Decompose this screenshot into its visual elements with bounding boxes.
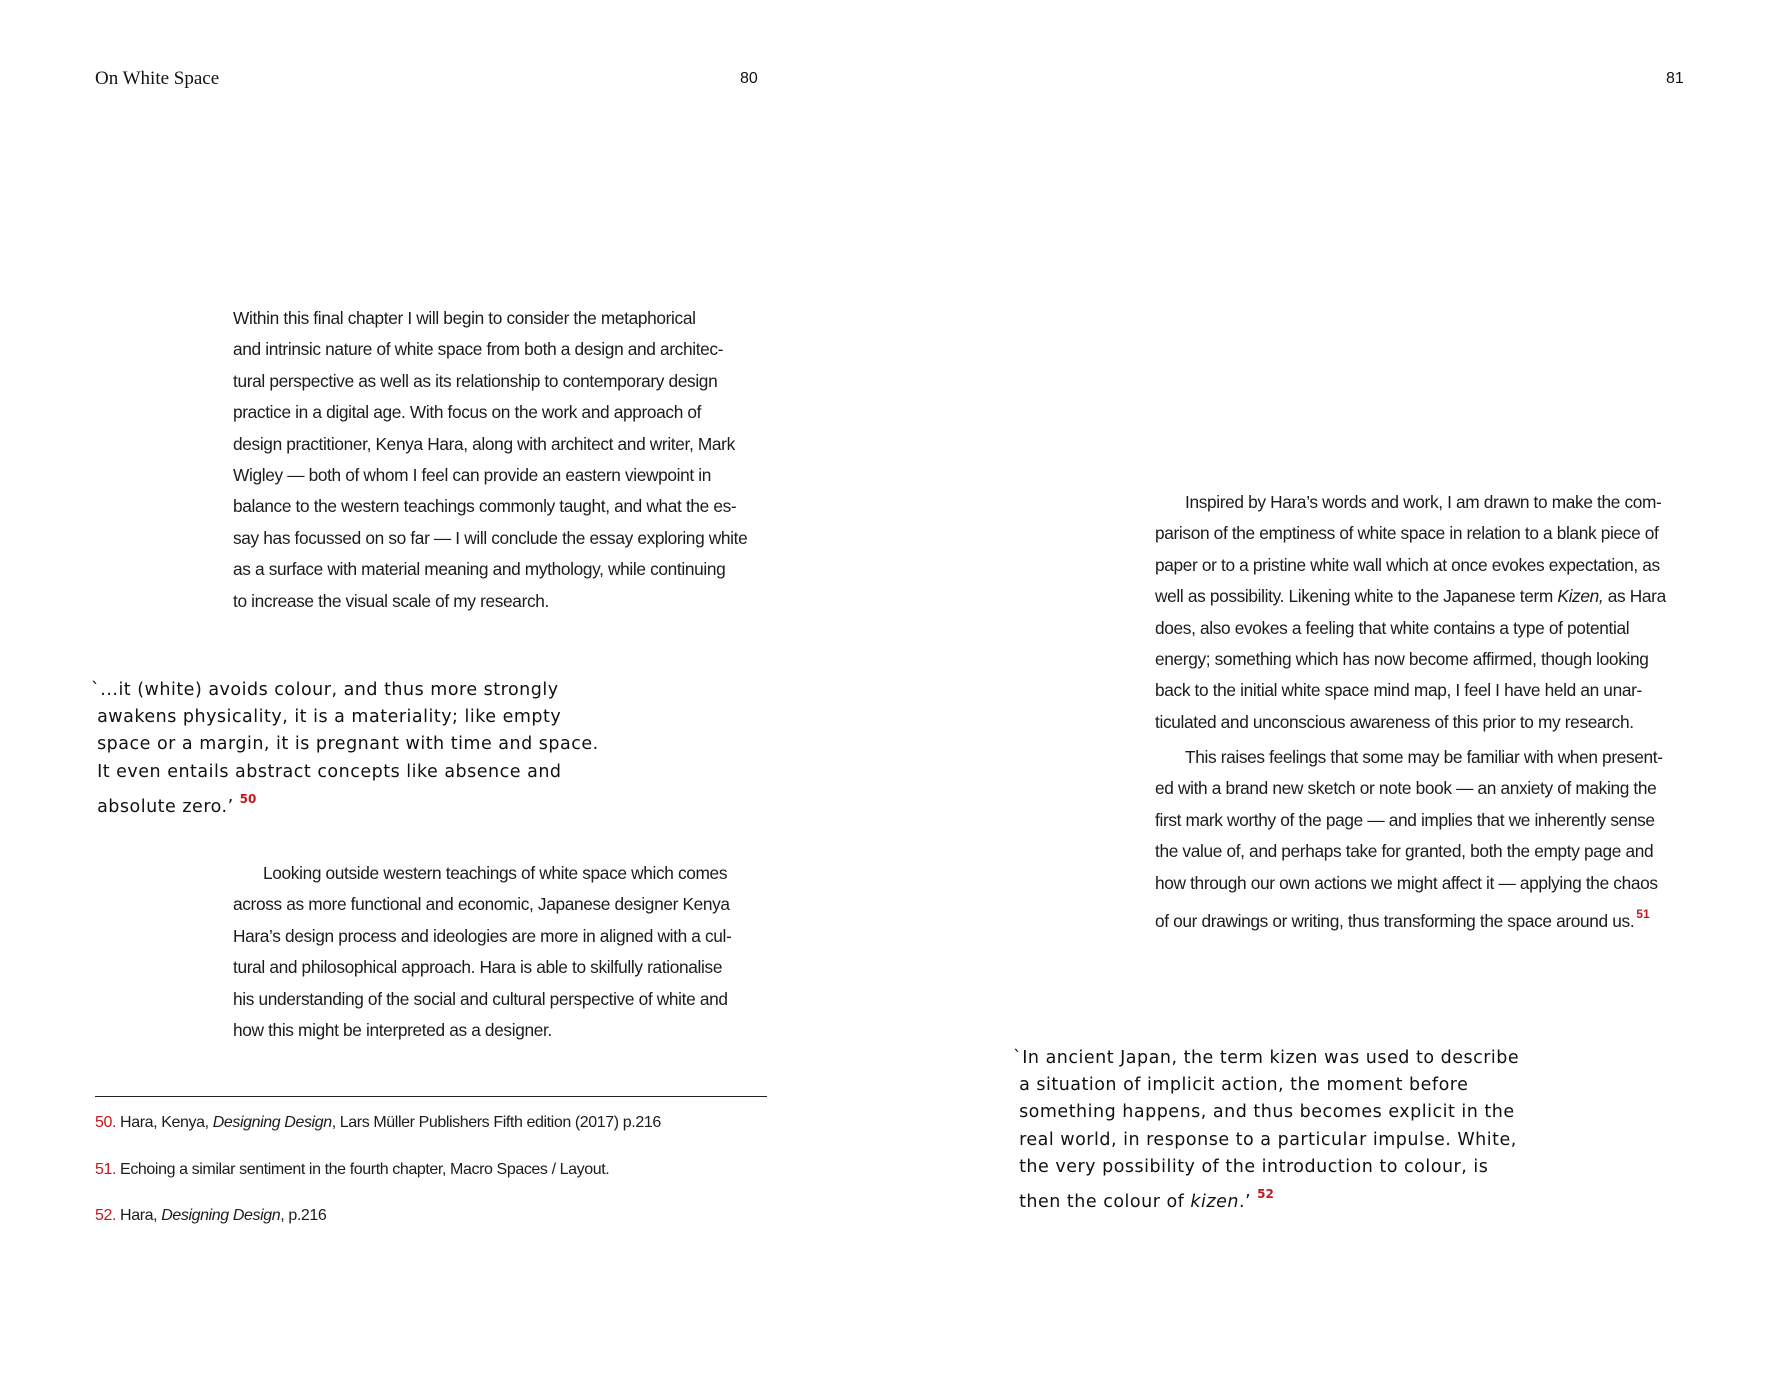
quote-line: It even entails abstract concepts like absence and [91,761,562,782]
intro-line: as a surface with material meaning and mythology, while continuing [233,559,726,580]
quote-line [1013,1181,1519,1216]
paragraph-line: across as more functional and economic, Japanese designer Kenya [233,894,730,915]
paragraph-line: how this might be interpreted as a designer. [233,1020,552,1041]
quote-line: `In ancient Japan, the term kizen was used to describe [1013,1048,1520,1068]
right-page-number: 81 [1666,70,1684,87]
paragraph-line: Hara’s design process and ideologies are more in aligned with a cul- [233,925,732,946]
paragraph-line: does, also evokes a feeling that white contains a type of potential [1155,617,1630,638]
quote-line-text: absolute zero.’ [91,796,234,817]
quote-line: awakens physicality, it is a materiality; like empty [91,707,562,728]
running-title: On White Space [95,68,220,89]
pull-quote-left [91,677,599,821]
line-text: of our drawings or writing, thus transforming the space around us. [1155,911,1635,932]
footnote-number: 50. [95,1114,117,1131]
footnote-divider [95,1096,767,1097]
intro-line: design practitioner, Kenya Hara, along with architect and writer, Mark [233,433,735,454]
kizen-term: Kizen, [1557,586,1604,607]
footnote-text: Hara, Kenya, [120,1114,213,1131]
footnote-50 [95,1114,661,1132]
paragraph-line: Inspired by Hara’s words and work, I am drawn to make the com- [1185,492,1662,512]
paragraph-line: ticulated and unconscious awareness of this prior to my research. [1155,711,1634,732]
footnote-52 [95,1207,326,1225]
kizen-term: kizen [1190,1192,1239,1213]
left-page-number: 80 [740,70,758,87]
intro-line: tural perspective as well as its relationship to contemporary design [233,370,718,391]
line-text: as Hara [1603,586,1666,607]
paragraph-line: the value of, and perhaps take for granted, both the empty page and [1155,841,1654,862]
footnote-number: 51. [95,1161,117,1178]
footnote-ref-51[interactable]: 51 [1636,907,1650,922]
quote-line: something happens, and thus becomes explicit in the [1013,1102,1515,1123]
footnote-ref-52[interactable]: 52 [1257,1187,1274,1202]
paragraph-line: tural and philosophical approach. Hara is able to skilfully rationalise [233,957,723,978]
paragraph-line: his understanding of the social and cultural perspective of white and [233,988,728,1009]
quote-line-text: then the colour of [1013,1192,1191,1213]
second-paragraph [233,858,731,1046]
intro-line: practice in a digital age. With focus on the work and approach of [233,402,702,423]
quote-line-text: .’ [1238,1192,1252,1213]
intro-paragraph [233,303,747,617]
paragraph-line: energy; something which has now become affirmed, though looking [1155,649,1649,670]
footnote-text: , Lars Müller Publishers Fifth edition (2017) p.216 [331,1114,661,1131]
footnote-number: 52. [95,1207,117,1224]
intro-line: to increase the visual scale of my research. [233,590,549,611]
paragraph-line [1155,581,1666,612]
intro-line: balance to the western teachings commonly taught, and what the es- [233,496,737,517]
quote-line: space or a margin, it is pregnant with time and space. [91,734,599,755]
footnote-book-title: Designing Design [161,1207,281,1224]
line-text: well as possibility. Likening white to the Japanese term [1155,586,1558,607]
paragraph-line [1155,899,1663,937]
intro-line: say has focussed on so far — I will conclude the essay exploring white [233,527,748,548]
footnote-text: Hara, [120,1207,162,1224]
intro-line: and intrinsic nature of white space from both a design and architec- [233,339,724,360]
paragraph-line: how through our own actions we might affect it — applying the chaos [1155,872,1658,893]
paragraph-line: back to the initial white space mind map, I feel I have held an unar- [1155,680,1642,701]
paragraph-line: parison of the emptiness of white space in relation to a blank piece of [1155,523,1659,544]
pull-quote-right [1013,1045,1519,1216]
footnote-book-title: Designing Design [212,1114,332,1131]
paragraph-line: paper or to a pristine white wall which at once evokes expectation, as [1155,554,1660,575]
footnote-51 [95,1161,609,1179]
quote-line: the very possibility of the introduction to colour, is [1013,1156,1489,1177]
quote-line: real world, in response to a particular impulse. White, [1013,1129,1517,1150]
paragraph-line: ed with a brand new sketch or note book — an anxiety of making the [1155,778,1657,799]
quote-line: a situation of implicit action, the moment before [1013,1075,1469,1096]
right-paragraph-two [1155,742,1663,937]
paragraph-line: Looking outside western teachings of white space which comes [263,863,728,883]
intro-line: Wigley — both of whom I feel can provide an eastern viewpoint in [233,465,712,486]
right-paragraph-one [1155,487,1666,738]
intro-line: Within this final chapter I will begin to consider the metaphorical [233,308,696,328]
footnote-text: Echoing a similar sentiment in the fourth chapter, Macro Spaces / Layout. [120,1161,610,1178]
footnote-text: , p.216 [280,1207,327,1224]
footnote-ref-50[interactable]: 50 [239,791,257,806]
quote-line [91,786,599,821]
paragraph-line: first mark worthy of the page — and implies that we inherently sense [1155,809,1655,830]
quote-line: `...it (white) avoids colour, and thus more strongly [91,680,559,700]
paragraph-line: This raises feelings that some may be familiar with when present- [1185,747,1663,767]
